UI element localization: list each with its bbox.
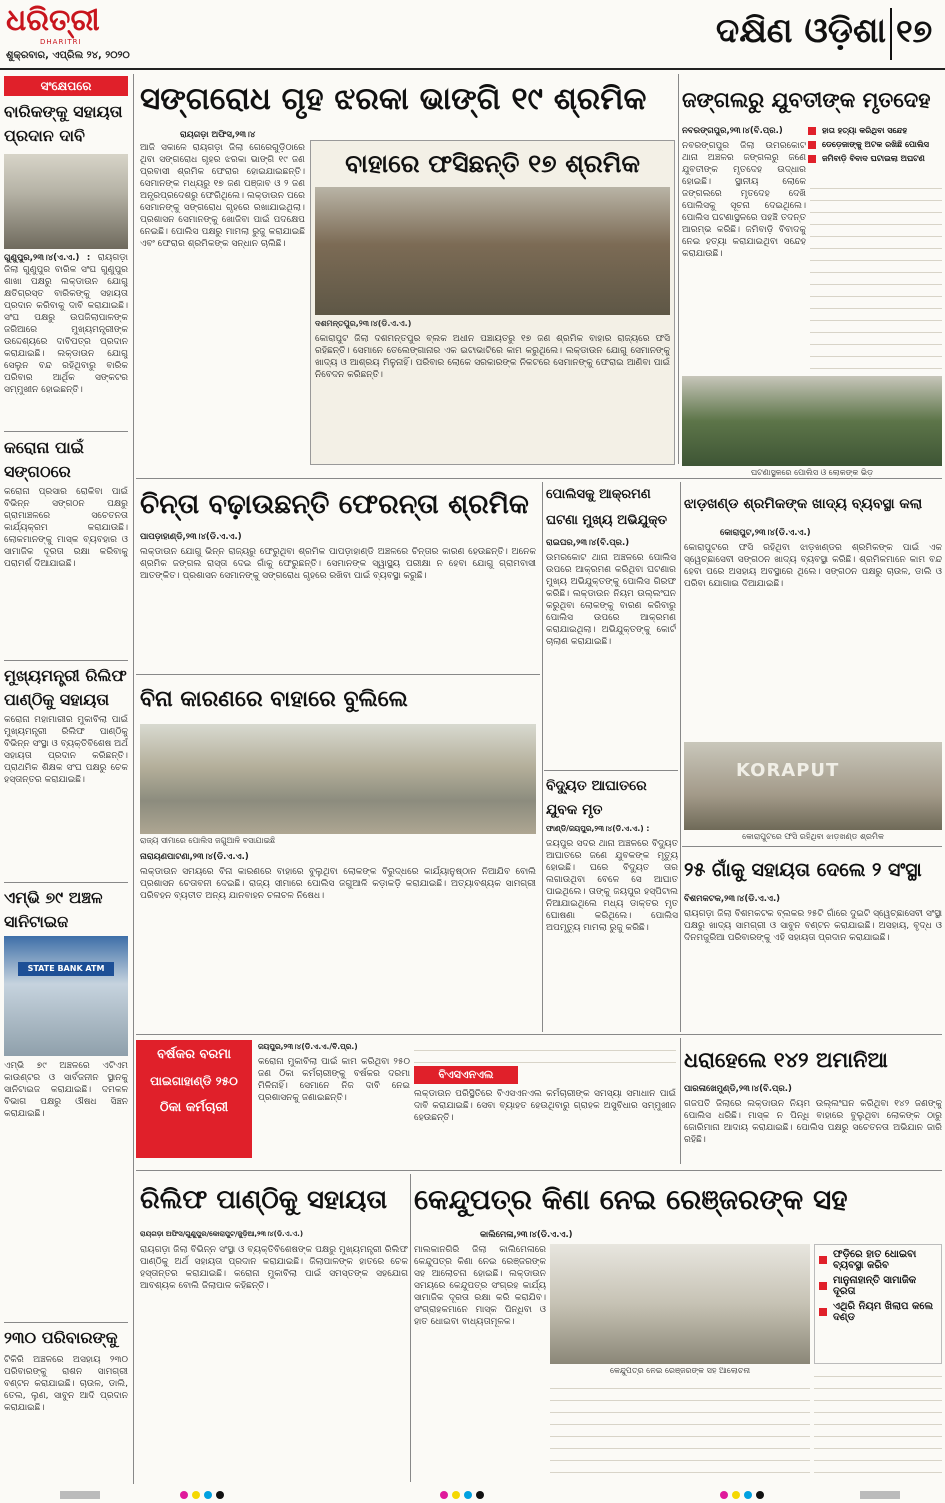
action-body: ଲକ୍‌ଡାଉନ ସମୟରେ ବିନା କାରଣରେ ବାହାରେ ବୁଲୁଥିବା ଲୋକଙ୍କ ବିରୁଦ୍ଧରେ କାର୍ଯ୍ୟାନୁଷ୍ଠାନ ନିଆଯିବ ବୋଲି ପ୍ରଶାସନ ଚେତାବନୀ ଦେଇଛି। ରାଜ୍ୟ ସୀମାରେ ପୋଲିସ ଜଗୁଆଳି କଡ଼ାକଡ଼ି କରାଯାଇଛି। ଅତ୍ୟାବଶ୍ୟକ ସାମଗ୍ରୀ ପରିବହନ ବ୍ୟତୀତ ଅନ୍ୟ ଯାନବାହନ ଚଳାଚଳ ନିଷେଧ। — [140, 867, 536, 901]
registration-mark — [60, 1491, 100, 1499]
lead-body: ଆଜି ସକାଳେ ରାୟଗଡ଼ା ଜିଲା ଗେରେଗୁଡ଼ିଠାରେ ଥିବା ସଙ୍ଗରୋଧ ଗୃହର ଝରକା ଭାଙ୍ଗି ୧୯ ଜଣ ପ୍ରବାସୀ ଶ୍ରମିକ ଫେରାର ହୋଇଯାଇଛନ୍ତି। ସେମାନଙ୍କ ମଧ୍ୟରୁ ୧୭ ଜଣ ପଞ୍ଜାବ ଓ ୨ ଜଣ ଅନ୍ଧ୍ରପ୍ରଦେଶରୁ ଫେରିଥିଲେ। ଲକ୍‌ଡାଉନ ପରେ ସେମାନଙ୍କୁ ସଙ୍ଗରୋଧ ଗୃହରେ ରଖାଯାଇଥିଲା। ପ୍ରଶାସନ ସେମାନଙ୍କୁ ଖୋଜିବା ପାଇଁ ପଦକ୍ଷେପ ନେଇଛି। ପୋଲିସ ପକ୍ଷରୁ ମାମଲା ରୁଜୁ କରାଯାଇଛି ଏବଂ ଫେରାର ଶ୍ରମିକଙ୍କ ସନ୍ଧାନ ଚାଲିଛି। — [140, 143, 305, 249]
lead-headline: ସଙ୍ଗରୋଧ ଗୃହ ଝରକା ଭାଙ୍ଗି ୧୯ ଶ୍ରମିକ — [140, 81, 647, 117]
left-column — [4, 74, 130, 1484]
kendu-bullets — [814, 1244, 942, 1364]
bsnl-body: ଲକ୍‌ଡାଉନ ପରିସ୍ଥିତିରେ ବିଏସଏନଏଲ କର୍ମଚାରୀଙ୍କ ସମସ୍ୟା ସମାଧାନ ପାଇଁ ଦାବି କରାଯାଇଛି। ସେବା ବ୍ୟାହତ ହେଉଥିବାରୁ ଗ୍ରାହକ ଅସୁବିଧାର ସମ୍ମୁଖୀନ ହେଉଛନ୍ତି। — [414, 1089, 676, 1123]
action-photo — [140, 724, 536, 834]
brief-4-body: ଏମ୍‌ଭି ୭୯ ଅଞ୍ଚଳରେ ଏଟିଏମ କାଉଣ୍ଟର ଓ ସାର୍ବଜନୀନ ସ୍ଥାନକୁ ସାନିଟାଇଜ କରାଯାଇଛି। ଦମକଳ ବିଭାଗ ପକ୍ଷରୁ ଔଷଧ ସିଞ୍ଚନ କରାଯାଇଛି। — [4, 1061, 128, 1119]
top-right-dateline: ନବରଙ୍ଗପୁର,୨୩।୪(ବି.ପ୍ର.) — [682, 126, 783, 136]
inset-photo — [315, 187, 670, 315]
bullet-icon — [808, 141, 816, 149]
violators-dateline: ପାରଳାଖେମୁଣ୍ଡି,୨୩।୪(ବି.ପ୍ର.) — [684, 1084, 792, 1094]
action-caption: ରାଜ୍ୟ ସୀମାରେ ପୋଲିସ ଜଗୁଆଳି ବସାଯାଇଛି — [140, 836, 276, 845]
kendu-body: ମାଲକାନଗିରି ଜିଲା କାଲିମେଳାରେ କେନ୍ଦୁପତ୍ର କିଣା ନେଇ ରେଞ୍ଜରଙ୍କ ସହ ଆଲୋଚନା ହୋଇଛି। ଲକ୍‌ଡାଉନ ସମୟରେ କେନ୍ଦୁପତ୍ର ସଂଗ୍ରହ କାର୍ଯ୍ୟ ସାମାଜିକ ଦୂରତା ରକ୍ଷା କରି କରାଯିବ। ସଂଗ୍ରାହକମାନେ ମାସ୍କ ପିନ୍ଧିବା ଓ ହାତ ଧୋଇବା ବାଧ୍ୟତାମୂଳକ। — [414, 1245, 546, 1327]
brief-1-text: ରାୟଗଡ଼ା ଜିଲା ଗୁଣୁପୁର ବାରିକ ସଂଘ ଗୁଣୁପୁର ଶାଖା ପକ୍ଷରୁ ଲକ୍‌ଡାଉନ ଯୋଗୁ କ୍ଷତିଗ୍ରସ୍ତ ବାରିକଙ୍କୁ ସହାୟତା ପ୍ରଦାନ କରିବାକୁ ଦାବି କରାଯାଇଛି। ସଂଘ ପକ୍ଷରୁ ଉପଜିଲାପାଳଙ୍କ ଜରିଆରେ ମୁଖ୍ୟମନ୍ତ୍ରୀଙ୍କ ଉଦ୍ଦେଶ୍ୟରେ ଦାବିପତ୍ର ପ୍ରଦାନ କରାଯାଇଛି। ଲକ୍‌ଡାଉନ ଯୋଗୁ ସେଲୁନ ବନ୍ଦ ରହିଥିବାରୁ ବାରିକ ପରିବାର ଆର୍ଥିକ ସଙ୍କଟର ସମ୍ମୁଖୀନ ହୋଇଛନ୍ତି। — [4, 253, 128, 395]
electric-body: ଜୟପୁର ସଦର ଥାନା ଅଞ୍ଚଳରେ ବିଦ୍ୟୁତ ଆଘାତରେ ଜଣେ ଯୁବକଙ୍କ ମୃତ୍ୟୁ ହୋଇଛି। ଘରେ ବିଦ୍ୟୁତ ତାର ଲଗାଉଥିବା ବେଳେ ସେ ଆଘାତ ପାଇଥିଲେ। ତାଙ୍କୁ ଜୟପୁର ହସ୍ପିଟାଲ ନିଆଯାଇଥିଲେ ମଧ୍ୟ ଡାକ୍ତର ମୃତ ଘୋଷଣା କରିଥିଲେ। ପୋଲିସ ଅପମୃତ୍ୟୁ ମାମଲା ରୁଜୁ କରିଛି। — [546, 839, 678, 933]
jharkhand-photo — [684, 742, 942, 830]
bullet-text: ଏଥିରି ନିୟମ ଖିଲାପ କଲେ ଦଣ୍ଡ — [833, 1301, 934, 1323]
villages-headline: ୨୫ ଗାଁକୁ ସହାୟତା ଦେଲେ ୨ ସଂସ୍ଥା — [684, 859, 922, 881]
registration-mark — [860, 1491, 900, 1499]
salary-dateline: ଜୟପୁର,୨୩।୪(ଡି.ଏ.ଏ./ବି.ପ୍ର.) — [258, 1042, 358, 1051]
bullet-icon — [808, 127, 816, 135]
registration-mark — [464, 1491, 472, 1499]
brief-3-body: କରୋନା ମହାମାରୀର ମୁକାବିଲା ପାଇଁ ମୁଖ୍ୟମନ୍ତ୍ରୀ ରିଲିଫ ପାଣ୍ଠିକୁ ବିଭିନ୍ନ ସଂସ୍ଥା ଓ ବ୍ୟକ୍ତିବିଶେଷ ଅର୍ଥ ସହାୟତା ପ୍ରଦାନ କରିଛନ୍ତି। ପ୍ରାଥମିକ ଶିକ୍ଷକ ସଂଘ ପକ୍ଷରୁ ଚେକ ହସ୍ତାନ୍ତର କରାଯାଇଛି। — [4, 715, 128, 785]
bullet-item — [808, 154, 942, 164]
bullet-text: ଫଡ଼ିରେ ହାତ ଧୋଇବା ବ୍ୟବସ୍ଥା କରିବ — [833, 1249, 917, 1271]
violators-body: ଗଜପତି ଜିଲାରେ ଲକ୍‌ଡାଉନ ନିୟମ ଉଲ୍ଲଂଘନ କରିଥିବା ୧୪୨ ଜଣଙ୍କୁ ପୋଲିସ ଧରିଛି। ମାସ୍କ ନ ପିନ୍ଧି ବାହାରେ ବୁଲୁଥିବା ଲୋକଙ୍କ ଠାରୁ ଜୋରିମାନା ଆଦାୟ କରାଯାଇଛି। ପୋଲିସ ପକ୍ଷରୁ ସଚେତନତା ଅଭିଯାନ ଜାରି ରହିଛି। — [684, 1099, 942, 1145]
bullet-item — [808, 126, 942, 136]
top-right-photo — [682, 376, 942, 466]
registration-mark — [192, 1491, 200, 1499]
kendu-body-right — [814, 1368, 942, 1482]
worry-dateline: ପାପଡ଼ାହାଣ୍ଡି,୨୩।୪(ଡି.ଏ.ଏ.) — [140, 532, 242, 542]
page-number: ୧୭ — [896, 12, 933, 50]
relief-dateline: ରାୟଗଡ଼ା ଅଫିସ/ଗୁଣୁପୁର/କୋରାପୁଟ/ଜୁଡ଼ିଆ,୨୩।୪(ଡି.ଏ.ଏ.) — [140, 1230, 304, 1238]
brief-4-title: ଏମ୍‌ଭି ୭୯ ଅଞ୍ଚଳ ସାନିଟାଇଜ — [4, 888, 103, 931]
section-title: ଦକ୍ଷିଣ ଓଡ଼ିଶା — [715, 11, 886, 51]
kendu-headline: କେନ୍ଦୁପତ୍ର କିଣା ନେଇ ରେଞ୍ଜରଙ୍କ ସହ — [414, 1183, 848, 1216]
brief-3-title: ମୁଖ୍ୟମନ୍ତ୍ରୀ ରିଲିଫ ପାଣ୍ଠିକୁ ସହାୟତା — [4, 666, 127, 709]
inset-body: କୋରାପୁଟ ଜିଲା ଦଶମନ୍ତପୁର ବ୍ଲକ ଅଧୀନ ପଞ୍ଚାୟତରୁ ୧୭ ଜଣ ଶ୍ରମିକ ବାହାର ରାଜ୍ୟରେ ଫସି ରହିଛନ୍ତି। ସେମାନେ ତେଲେଙ୍ଗାନାର ଏକ ଇଟାଭାଟିରେ କାମ କରୁଥିଲେ। ଲକ୍‌ଡାଉନ ଯୋଗୁ ସେମାନଙ୍କୁ ଖାଦ୍ୟ ଓ ଆଶ୍ରୟ ମିଳୁନାହିଁ। ପରିବାର ଲୋକେ ସରକାରଙ୍କ ନିକଟରେ ସେମାନଙ୍କୁ ଫେରାଇ ଆଣିବା ପାଇଁ ନିବେଦନ କରିଛନ୍ତି। — [315, 334, 670, 380]
worry-headline: ଚିନ୍ତା ବଢ଼ାଉଛନ୍ତି ଫେରନ୍ତା ଶ୍ରମିକ — [140, 489, 529, 520]
bullet-text: ଡେଡ଼େଜାଙ୍କୁ ଅଟକ ରଖିଛି ପୋଲିସ — [822, 140, 929, 149]
brief-2-title: କରୋନା ପାଇଁ ସଙ୍ଗଠରେ — [4, 438, 84, 481]
lead-inset — [310, 140, 675, 465]
registration-mark — [476, 1491, 484, 1499]
inset-dateline: ଦଶମନ୍ତପୁର,୨୩।୪(ଡି.ଏ.ଏ.) — [315, 319, 412, 328]
police-body: ଉମରକୋଟ ଥାନା ଅଞ୍ଚଳରେ ପୋଲିସ ଉପରେ ଆକ୍ରମଣ କରିଥିବା ଘଟଣାର ମୁଖ୍ୟ ଅଭିଯୁକ୍ତଙ୍କୁ ପୋଲିସ ଗିରଫ କରିଛି। ଲକ୍‌ଡାଉନ ନିୟମ ଉଲ୍ଲଂଘନ କରୁଥିବା ଲୋକଙ୍କୁ ବାରଣ କରିବାରୁ ପୋଲିସ ଉପରେ ଆକ୍ରମଣ କରାଯାଇଥିଲା। ଅଭିଯୁକ୍ତଙ୍କୁ କୋର୍ଟ ଚାଲାଣ କରାଯାଇଛି। — [546, 553, 676, 647]
briefs-label: ସଂକ୍ଷେପରେ — [4, 76, 128, 96]
lead-dateline: ରାୟଗଡ଼ା ଅଫିସ,୨୩।୪ — [180, 130, 256, 140]
logo-sub: DHARITRI — [40, 38, 82, 46]
jharkhand-body: କୋରାପୁଟରେ ଫସି ରହିଥିବା ଝାଡ଼ଖଣ୍ଡର ଶ୍ରମିକଙ୍କ ପାଇଁ ଏକ ସ୍ୱେଚ୍ଛାସେବୀ ସଙ୍ଗଠନ ଖାଦ୍ୟ ବ୍ୟବସ୍ଥା କରିଛି। ଶ୍ରମିକମାନେ କାମ ବନ୍ଦ ହେବା ପରେ ଅସହାୟ ଅବସ୍ଥାରେ ଥିଲେ। ସଙ୍ଗଠନ ପକ୍ଷରୁ ଚାଉଳ, ଡାଲି ଓ ପରିବା ଯୋଗାଇ ଦିଆଯାଇଛି। — [684, 543, 942, 589]
salary-box — [136, 1040, 252, 1158]
masthead — [0, 0, 945, 78]
villages-body: ରାୟଗଡ଼ା ଜିଲା ବିଶମକଟକ ବ୍ଲକର ୨୫ଟି ଗାଁରେ ଦୁଇଟି ସ୍ୱେଚ୍ଛାସେବୀ ସଂସ୍ଥା ପକ୍ଷରୁ ଖାଦ୍ୟ ସାମଗ୍ରୀ ଓ ସାବୁନ ବଣ୍ଟନ କରାଯାଇଛି। ଅସହାୟ, ବୃଦ୍ଧ ଓ ଦିନମଜୁରିଆ ପରିବାରଙ୍କୁ ଏହି ସହାୟତା ପ୍ରଦାନ କରାଯାଇଛି। — [684, 909, 942, 943]
print-marks — [0, 1488, 945, 1503]
bullet-icon — [808, 155, 816, 163]
brief-5-body: ଟିକିରି ଅଞ୍ଚଳରେ ଅସହାୟ ୨୩୦ ପରିବାରଙ୍କୁ ରାଶନ ସାମଗ୍ରୀ ବଣ୍ଟନ କରାଯାଇଛି। ଚାଉଳ, ଡାଲି, ତେଲ, ଲୁଣ, ସାବୁନ ଆଦି ପ୍ରଦାନ କରାଯାଇଛି। — [4, 1355, 128, 1413]
police-dateline: ରାଇଘର,୨୩।୪(ବି.ପ୍ର.) — [546, 538, 630, 548]
inset-headline: ବାହାରେ ଫସିଛନ୍ତି ୧୭ ଶ୍ରମିକ — [345, 149, 640, 178]
bullet-item — [819, 1301, 937, 1323]
bullet-item — [808, 140, 942, 150]
salary-line-3: ଠିକା କର୍ମଚାରୀ — [159, 1100, 229, 1115]
electric-dateline: ଫାଣ୍ଡି/ଜୟପୁର,୨୩।୪(ଡି.ଏ.ଏ.) : — [546, 824, 650, 833]
salary-line-2: ପାଇଗାହାଣ୍ଡି ୨୫୦ — [150, 1074, 238, 1088]
worry-body: ଲକ୍‌ଡାଉନ ଯୋଗୁ ଭିନ୍ନ ରାଜ୍ୟରୁ ଫେରୁଥିବା ଶ୍ରମିକ ପାପଡ଼ାହାଣ୍ଡି ଅଞ୍ଚଳରେ ଚିନ୍ତାର କାରଣ ହେଉଛନ୍ତି। ଅନେକ ଶ୍ରମିକ ଜଙ୍ଗଲ ରାସ୍ତା ଦେଇ ଗାଁକୁ ଫେରୁଛନ୍ତି। ସେମାନଙ୍କ ସ୍ୱାସ୍ଥ୍ୟ ପରୀକ୍ଷା ନ ହେବା ଯୋଗୁ ଗ୍ରାମବାସୀ ଆତଙ୍କିତ। ପ୍ରଶାସନ ସେମାନଙ୍କୁ ସଙ୍ଗରୋଧ ଗୃହରେ ରଖିବା ପାଇଁ ବ୍ୟବସ୍ଥା କରୁଛି। — [140, 547, 536, 581]
registration-mark — [204, 1491, 212, 1499]
atm-sign: STATE BANK ATM — [18, 962, 114, 976]
top-right-body-cont — [810, 180, 942, 372]
registration-mark — [744, 1491, 752, 1499]
brief-2-body: କରୋନା ପ୍ରସାର ରୋକିବା ପାଇଁ ବିଭିନ୍ନ ସଙ୍ଗଠନ ପକ୍ଷରୁ ଗ୍ରାମାଞ୍ଚଳରେ ସଚେତନତା କାର୍ଯ୍ୟକ୍ରମ କରାଯାଉଛି। ଲୋକମାନଙ୍କୁ ମାସ୍କ ବ୍ୟବହାର ଓ ସାମାଜିକ ଦୂରତା ରକ୍ଷା କରିବାକୁ ପରାମର୍ଶ ଦିଆଯାଇଛି। — [4, 487, 128, 569]
registration-mark — [452, 1491, 460, 1499]
kendu-photo — [550, 1244, 810, 1364]
registration-mark — [440, 1491, 448, 1499]
kendu-body-lower — [550, 1380, 810, 1482]
bullet-item — [819, 1275, 937, 1297]
top-right-body: ନବରଙ୍ଗପୁର ଜିଲା ଉମରକୋଟ ଥାନା ଅଞ୍ଚଳର ଜଙ୍ଗଲରୁ ଜଣେ ଯୁବତୀଙ୍କ ମୃତଦେହ ଉଦ୍ଧାର ହୋଇଛି। ସ୍ଥାନୀୟ ଲୋକେ ଜଙ୍ଗଲରେ ମୃତଦେହ ଦେଖି ପୋଲିସକୁ ସୂଚନା ଦେଇଥିଲେ। ପୋଲିସ ଘଟଣାସ୍ଥଳରେ ପହଞ୍ଚି ତଦନ୍ତ ଆରମ୍ଭ କରିଛି। ଜମିବାଡ଼ି ବିବାଦକୁ ନେଇ ହତ୍ୟା କରାଯାଇଥିବା ସନ୍ଦେହ କରାଯାଉଛି। — [682, 141, 806, 259]
brief-1-dateline: ଗୁଣୁପୁର,୨୩।୪(ଏ.ଏ.) : — [4, 253, 91, 263]
brief-5-title: ୨୩୦ ପରିବାରଙ୍କୁ — [4, 1328, 118, 1347]
registration-mark — [180, 1491, 188, 1499]
action-dateline: ନାରାୟଣପାଟଣା,୨୩।୪(ଡି.ଏ.ଏ.) — [140, 852, 249, 862]
relief-body: ରାୟଗଡ଼ା ଜିଲା ବିଭିନ୍ନ ସଂସ୍ଥା ଓ ବ୍ୟକ୍ତିବିଶେଷଙ୍କ ପକ୍ଷରୁ ମୁଖ୍ୟମନ୍ତ୍ରୀ ରିଲିଫ ପାଣ୍ଠିକୁ ଅର୍ଥ ସହାୟତା ପ୍ରଦାନ କରାଯାଇଛି। ଜିଲାପାଳଙ୍କ ହାତରେ ଚେକ ହସ୍ତାନ୍ତର କରାଯାଇଛି। କରୋନା ମୁକାବିଲା ପାଇଁ ସମସ୍ତଙ୍କ ସହଯୋଗ ଆବଶ୍ୟକ ବୋଲି ଜିଲାପାଳ କହିଛନ୍ତି। — [140, 1245, 408, 1291]
police-headline: ପୋଲିସକୁ ଆକ୍ରମଣ ଘଟଣା ମୁଖ୍ୟ ଅଭିଯୁକ୍ତ — [546, 487, 667, 528]
bullet-text: ମାନୁନାହାନ୍ତି ସାମାଜିକ ଦୂରତା — [833, 1275, 917, 1297]
masthead-date: ଶୁକ୍ରବାର, ଏପ୍ରିଲ ୨୪, ୨୦୨୦ — [6, 50, 130, 61]
salary-body: କରୋନା ମୁକାବିଲା ପାଇଁ କାମ କରିଥିବା ୨୫୦ ଜଣ ଠିକା କର୍ମଚାରୀଙ୍କୁ ବର୍ଷକର ଦରମା ମିଳିନାହିଁ। ସେମାନେ ନିଜ ଦାବି ନେଇ ପ୍ରଶାସନକୁ ଜଣାଇଛନ୍ତି। — [258, 1057, 410, 1103]
action-headline: ବିନା କାରଣରେ ବାହାରେ ବୁଲିଲେ — [140, 687, 408, 712]
bullet-icon — [819, 1308, 827, 1316]
brief-1-title: ବାରିକଙ୍କୁ ସହାୟତା ପ୍ରଦାନ ଦାବି — [4, 102, 123, 145]
bullet-text: ହାତା ହତ୍ୟା କରିଥିବା ସନ୍ଦେହ — [822, 126, 908, 135]
brief-1-photo — [4, 154, 128, 249]
bsnl-body-top — [414, 1042, 676, 1064]
salary-line-1: ବର୍ଷକର ବରମା — [157, 1047, 231, 1062]
top-right-caption: ଘଟଣାସ୍ଥଳରେ ପୋଲିସ ଓ ଲୋକଙ୍କ ଭିଡ଼ — [750, 468, 874, 477]
registration-mark — [720, 1491, 728, 1499]
bullet-item — [819, 1249, 937, 1271]
registration-mark — [756, 1491, 764, 1499]
registration-mark — [216, 1491, 224, 1499]
top-right-bullets — [808, 126, 942, 176]
top-right-headline: ଜଙ୍ଗଲରୁ ଯୁବତୀଙ୍କ ମୃତଦେହ — [682, 88, 931, 112]
logo: ଧରିତ୍ରୀ — [6, 3, 100, 38]
jharkhand-caption: କୋରାପୁଟରେ ଫସି ରହିଥିବା ଝାଡ଼ଖଣ୍ଡ ଶ୍ରମିକ — [742, 832, 884, 841]
jharkhand-headline: ଝାଡ଼ଖଣ୍ଡ ଶ୍ରମିକଙ୍କ ଖାଦ୍ୟ ବ୍ୟବସ୍ଥା କଲା — [684, 496, 923, 512]
koraput-sign: KORAPUT — [736, 760, 840, 781]
electric-headline: ବିଦ୍ୟୁତ ଆଘାତରେ ଯୁବକ ମୃତ — [546, 778, 647, 818]
kendu-dateline: କାଲିମେଳା,୨୩।୪(ଡି.ଏ.ଏ.) — [480, 1230, 573, 1240]
jharkhand-dateline: କୋରାପୁଟ,୨୩।୪(ଡି.ଏ.ଏ.) — [720, 528, 811, 538]
villages-dateline: ବିଶମକଟକ,୨୩।୪(ଡି.ଏ.ଏ.) — [684, 894, 781, 904]
violators-headline: ଧରାହେଲେ ୧୪୨ ଅମାନିଆ — [684, 1048, 888, 1072]
relief-headline: ରିଲିଫ ପାଣ୍ଠିକୁ ସହାୟତା — [140, 1185, 388, 1215]
bullet-icon — [819, 1282, 827, 1290]
kendu-caption: କେନ୍ଦୁପତ୍ର ନେଇ ରେଞ୍ଜରଙ୍କ ସହ ଆଲୋଚନା — [609, 1366, 751, 1375]
bsnl-tag: ବିଏସଏନଏଲ — [414, 1066, 518, 1084]
bullet-text: ଜମିବାଡ଼ି ବିବାଦ ଘଟାଇଲା ଅଘଟଣ — [822, 154, 925, 163]
registration-mark — [732, 1491, 740, 1499]
brief-1-body — [4, 252, 128, 427]
brief-4-photo — [4, 936, 128, 1056]
bullet-icon — [819, 1256, 827, 1264]
